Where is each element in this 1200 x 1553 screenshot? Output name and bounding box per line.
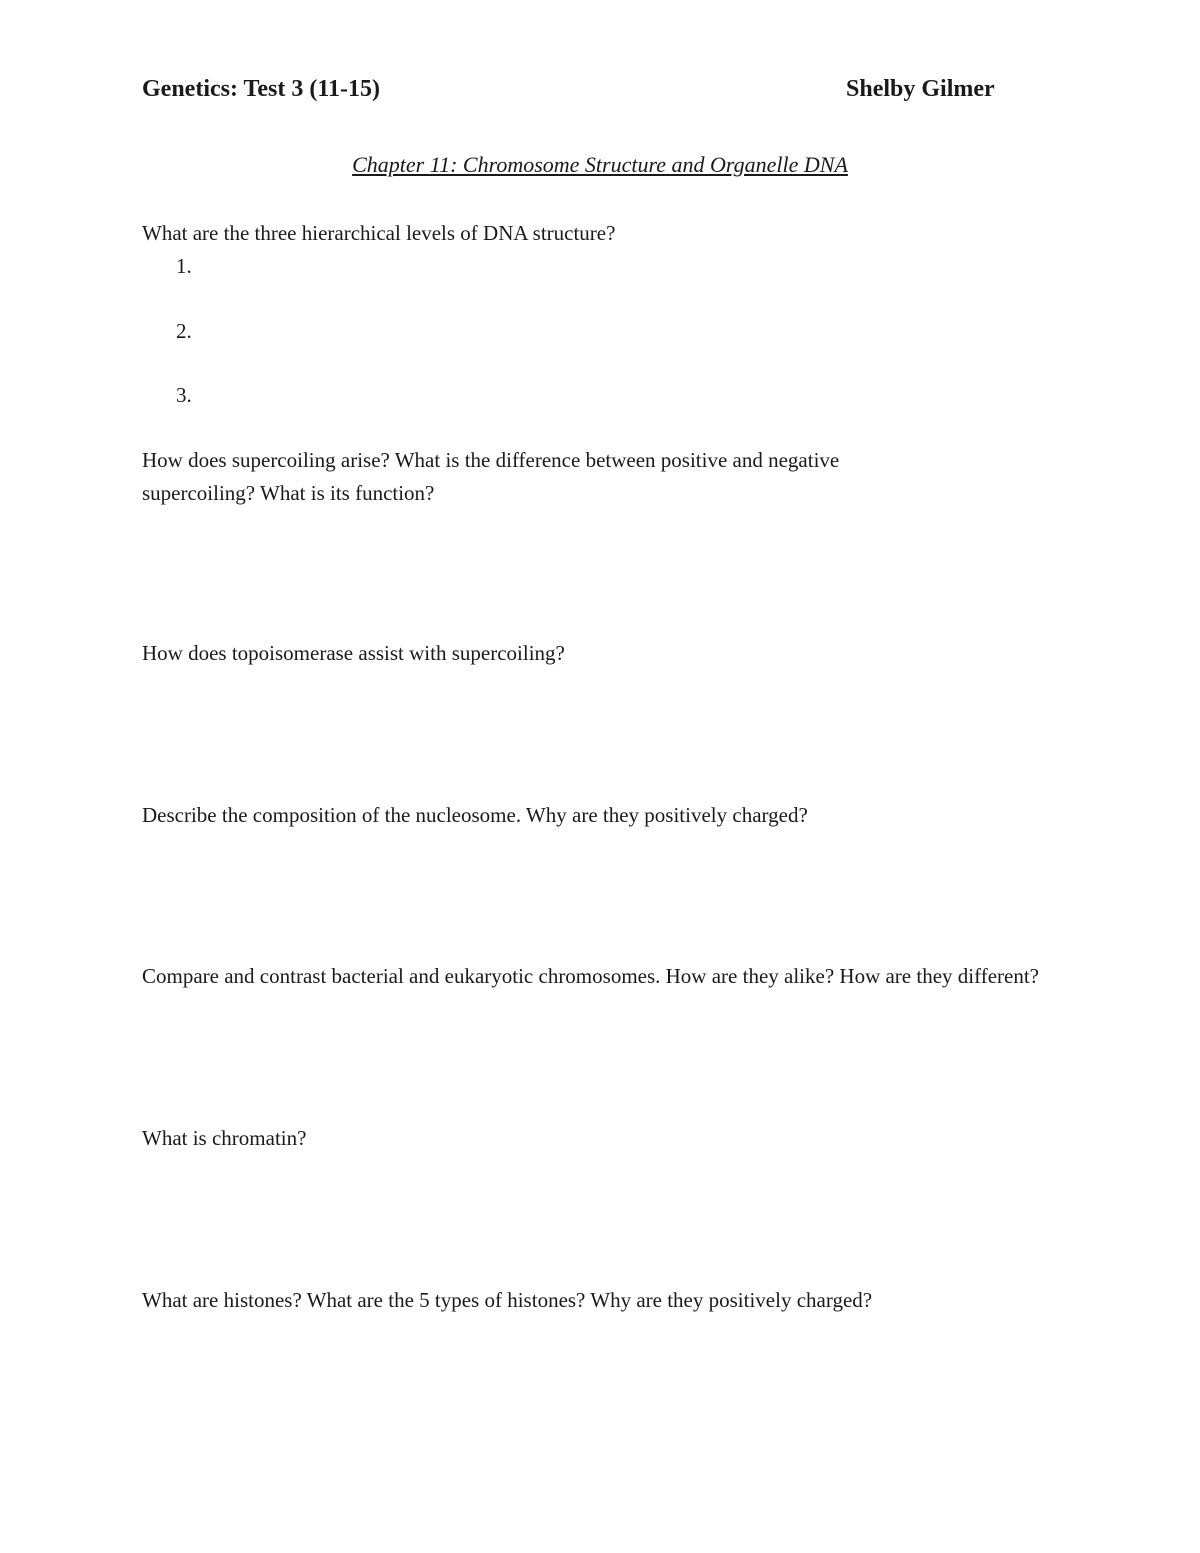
question-nucleosome: Describe the composition of the nucleosome. Why are they positively charged? (142, 803, 808, 827)
list-item-3: 3. (176, 383, 192, 407)
list-item-1: 1. (176, 254, 192, 278)
question-supercoiling-line-2: supercoiling? What is its function? (142, 481, 435, 505)
author-name: Shelby Gilmer (846, 76, 995, 102)
question-histones: What are histones? What are the 5 types of histones? Why are they positively charged? (142, 1288, 873, 1312)
question-dna-levels: What are the three hierarchical levels of DNA structure? (142, 221, 616, 245)
question-chromosomes: Compare and contrast bacterial and eukaryotic chromosomes. How are they alike? How are they different? (142, 964, 1040, 988)
question-supercoiling-line-1: How does supercoiling arise? What is the difference between positive and negative (142, 448, 840, 472)
chapter-title: Chapter 11: Chromosome Structure and Organelle DNA (352, 152, 848, 177)
question-chromatin: What is chromatin? (142, 1126, 307, 1150)
question-topoisomerase: How does topoisomerase assist with supercoiling? (142, 641, 565, 665)
list-item-2: 2. (176, 319, 192, 343)
course-title: Genetics: Test 3 (11-15) (142, 76, 380, 102)
